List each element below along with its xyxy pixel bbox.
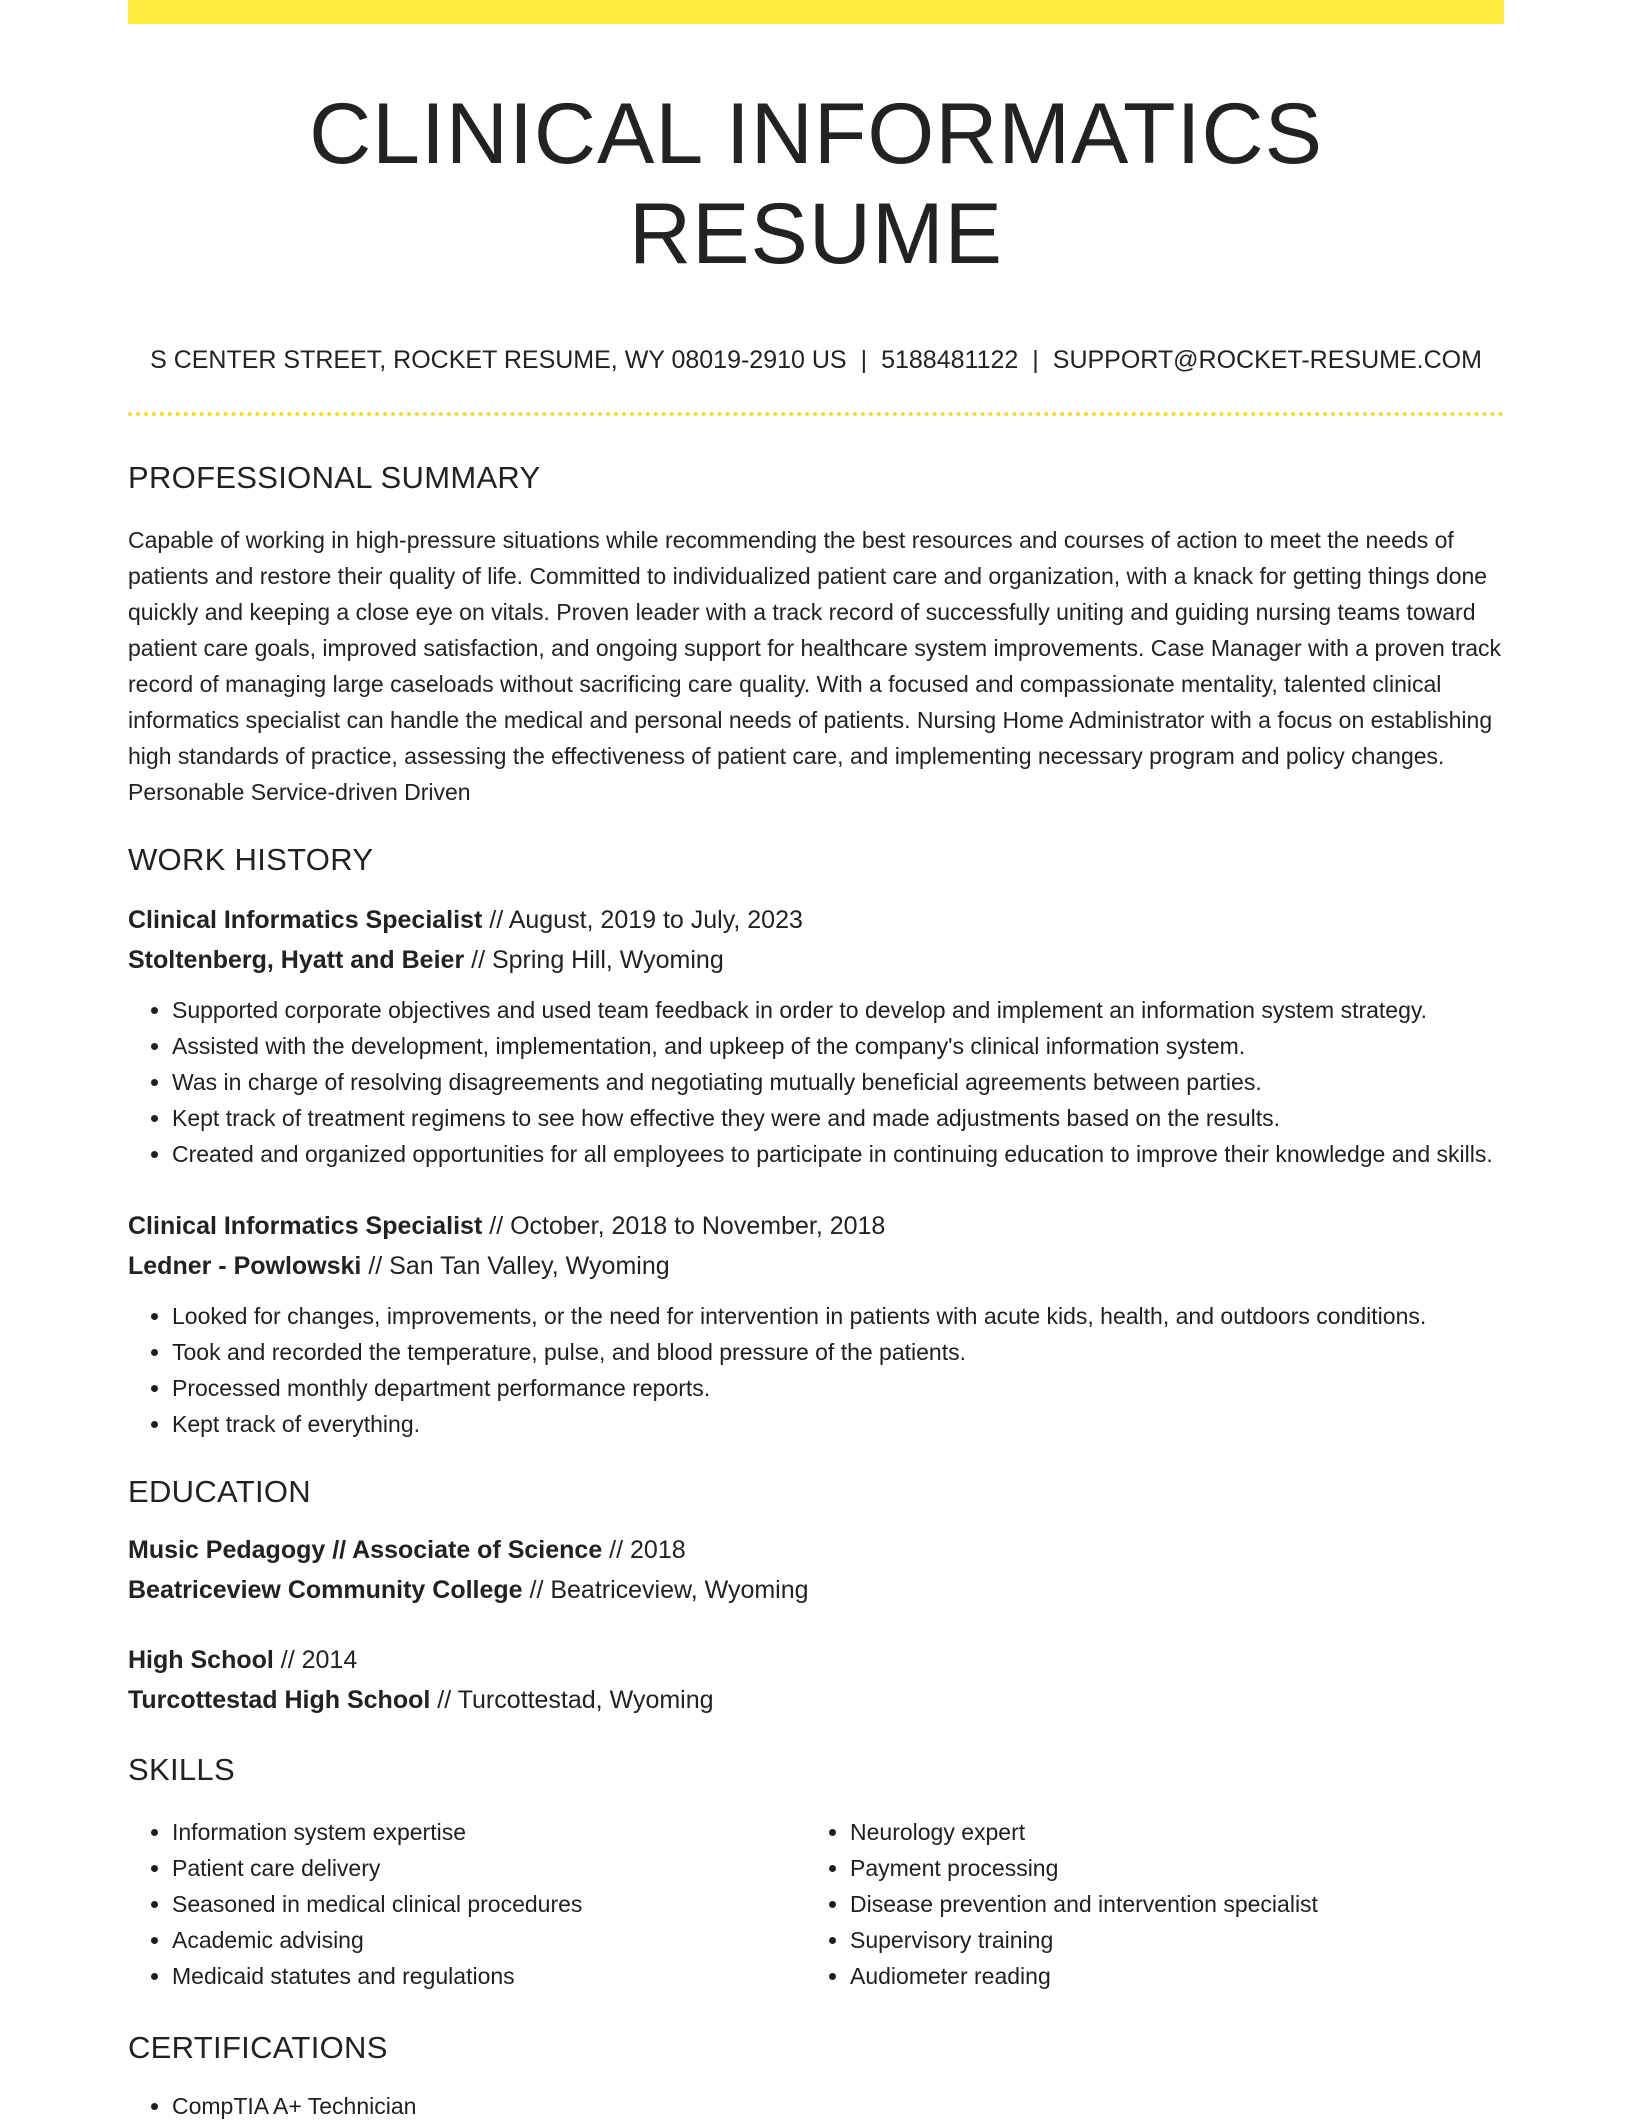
duty-item: • Looked for changes, improvements, or the need for intervention in patients with acute kids, health, and outdoors conditions.: [172, 1298, 1504, 1334]
school-name: Beatriceview Community College: [128, 1576, 523, 1604]
certifications-list: [128, 2088, 1504, 2124]
job-duties: [128, 992, 1504, 1172]
school-name: Turcottestad High School: [128, 1686, 431, 1714]
job-company-line: [128, 940, 1504, 980]
skills-column-left: [128, 1814, 806, 1994]
skill-item: • Medicaid statutes and regulations: [172, 1958, 806, 1994]
email: SUPPORT@ROCKET-RESUME.COM: [1052, 346, 1482, 374]
duty-item: • Kept track of treatment regimens to see how effective they were and made adjustments based on the results.: [172, 1100, 1504, 1136]
skills-list: [806, 1814, 1484, 1994]
skills-columns: [128, 1814, 1504, 1994]
job-dates: // October, 2018 to November, 2018: [482, 1212, 886, 1240]
duty-item: • Supported corporate objectives and used team feedback in order to develop and implement an information system strategy.: [172, 992, 1504, 1028]
contact-line: [128, 342, 1504, 378]
duty-item: • Processed monthly department performance reports.: [172, 1370, 1504, 1406]
address: S CENTER STREET, ROCKET RESUME, WY 08019-2910 US: [150, 346, 847, 374]
skill-item: • Supervisory training: [850, 1922, 1484, 1958]
school-line: [128, 1680, 1504, 1720]
job-title: Clinical Informatics Specialist: [128, 1212, 483, 1240]
skills-list: [128, 1814, 806, 1994]
school-location: // Turcottestad, Wyoming: [430, 1686, 714, 1714]
skill-item: • Academic advising: [172, 1922, 806, 1958]
job-location: // San Tan Valley, Wyoming: [361, 1252, 670, 1280]
job-entry: [128, 1206, 1504, 1442]
summary-text: Capable of working in high-pressure situations while recommending the best resources and courses of action to meet the needs of patients and restore their quality of life. Committed to individualized patient care and organization, with a knack for getting things done quickly and keeping a close eye on vitals. Proven leader with a track record of successfully uniting and guiding nursing teams toward patient care goals, improved satisfaction, and ongoing support for healthcare system improvements. Case Manager with a proven track record of managing large caseloads without sacrificing care quality. With a focused and compassionate mentality, talented clinical informatics specialist can handle the medical and personal needs of patients. Nursing Home Administrator with a focus on establishing high standards of practice, assessing the effectiveness of patient care, and implementing necessary program and policy changes. Personable Service-driven Driven: [128, 527, 1502, 805]
job-title-line: [128, 1206, 1504, 1246]
job-entry: [128, 900, 1504, 1172]
skill-item: • Audiometer reading: [850, 1958, 1484, 1994]
duty-item: • Kept track of everything.: [172, 1406, 1504, 1442]
summary-section: [128, 458, 1504, 810]
section-heading: SKILLS: [128, 1752, 235, 1787]
job-duties: [128, 1298, 1504, 1442]
duty-item: • Created and organized opportunities for all employees to participate in continuing education to improve their knowledge and skills.: [172, 1136, 1504, 1172]
school-location: // Beatriceview, Wyoming: [522, 1576, 809, 1604]
section-heading: PROFESSIONAL SUMMARY: [128, 460, 541, 495]
separator: |: [860, 346, 868, 374]
skill-item: • Payment processing: [850, 1850, 1484, 1886]
job-dates: // August, 2019 to July, 2023: [482, 906, 803, 934]
skill-item: • Seasoned in medical clinical procedures: [172, 1886, 806, 1922]
degree-line: [128, 1640, 1504, 1680]
separator: |: [1032, 346, 1039, 374]
resume-title: CLINICAL INFORMATICS RESUME: [309, 86, 1323, 282]
degree: Music Pedagogy // Associate of Science: [128, 1536, 603, 1564]
degree: High School: [128, 1646, 274, 1674]
skills-column-right: [806, 1814, 1484, 1994]
job-title-line: [128, 900, 1504, 940]
school-line: [128, 1570, 1504, 1610]
skill-item: • Patient care delivery: [172, 1850, 806, 1886]
phone: 5188481122: [881, 346, 1019, 374]
certification-item: • CompTIA A+ Technician: [172, 2088, 1504, 2124]
skill-item: • Information system expertise: [172, 1814, 806, 1850]
job-location: // Spring Hill, Wyoming: [464, 946, 724, 974]
company-name: Stoltenberg, Hyatt and Beier: [128, 946, 465, 974]
duty-item: • Took and recorded the temperature, pulse, and blood pressure of the patients.: [172, 1334, 1504, 1370]
section-heading: EDUCATION: [128, 1474, 311, 1509]
duty-item: • Was in charge of resolving disagreements and negotiating mutually beneficial agreements between parties.: [172, 1064, 1504, 1100]
skill-item: • Neurology expert: [850, 1814, 1484, 1850]
section-heading: CERTIFICATIONS: [128, 2030, 388, 2065]
education-section: [128, 1472, 1504, 1720]
duty-item: • Assisted with the development, implementation, and upkeep of the company's clinical information system.: [172, 1028, 1504, 1064]
job-title: Clinical Informatics Specialist: [128, 906, 483, 934]
degree-line: [128, 1530, 1504, 1570]
education-entry: [128, 1640, 1504, 1720]
accent-bar: [128, 0, 1504, 24]
job-company-line: [128, 1246, 1504, 1286]
skill-item: • Disease prevention and intervention specialist: [850, 1886, 1484, 1922]
resume-page: [128, 0, 1504, 2124]
section-heading: WORK HISTORY: [128, 842, 374, 877]
graduation-year: // 2018: [602, 1536, 686, 1564]
education-entry: [128, 1530, 1504, 1610]
skills-section: [128, 1750, 1504, 1994]
work-history-section: [128, 840, 1504, 1442]
dotted-divider: [128, 412, 1504, 416]
graduation-year: // 2014: [273, 1646, 358, 1674]
certifications-section: [128, 2028, 1504, 2124]
company-name: Ledner - Powlowski: [128, 1252, 362, 1280]
